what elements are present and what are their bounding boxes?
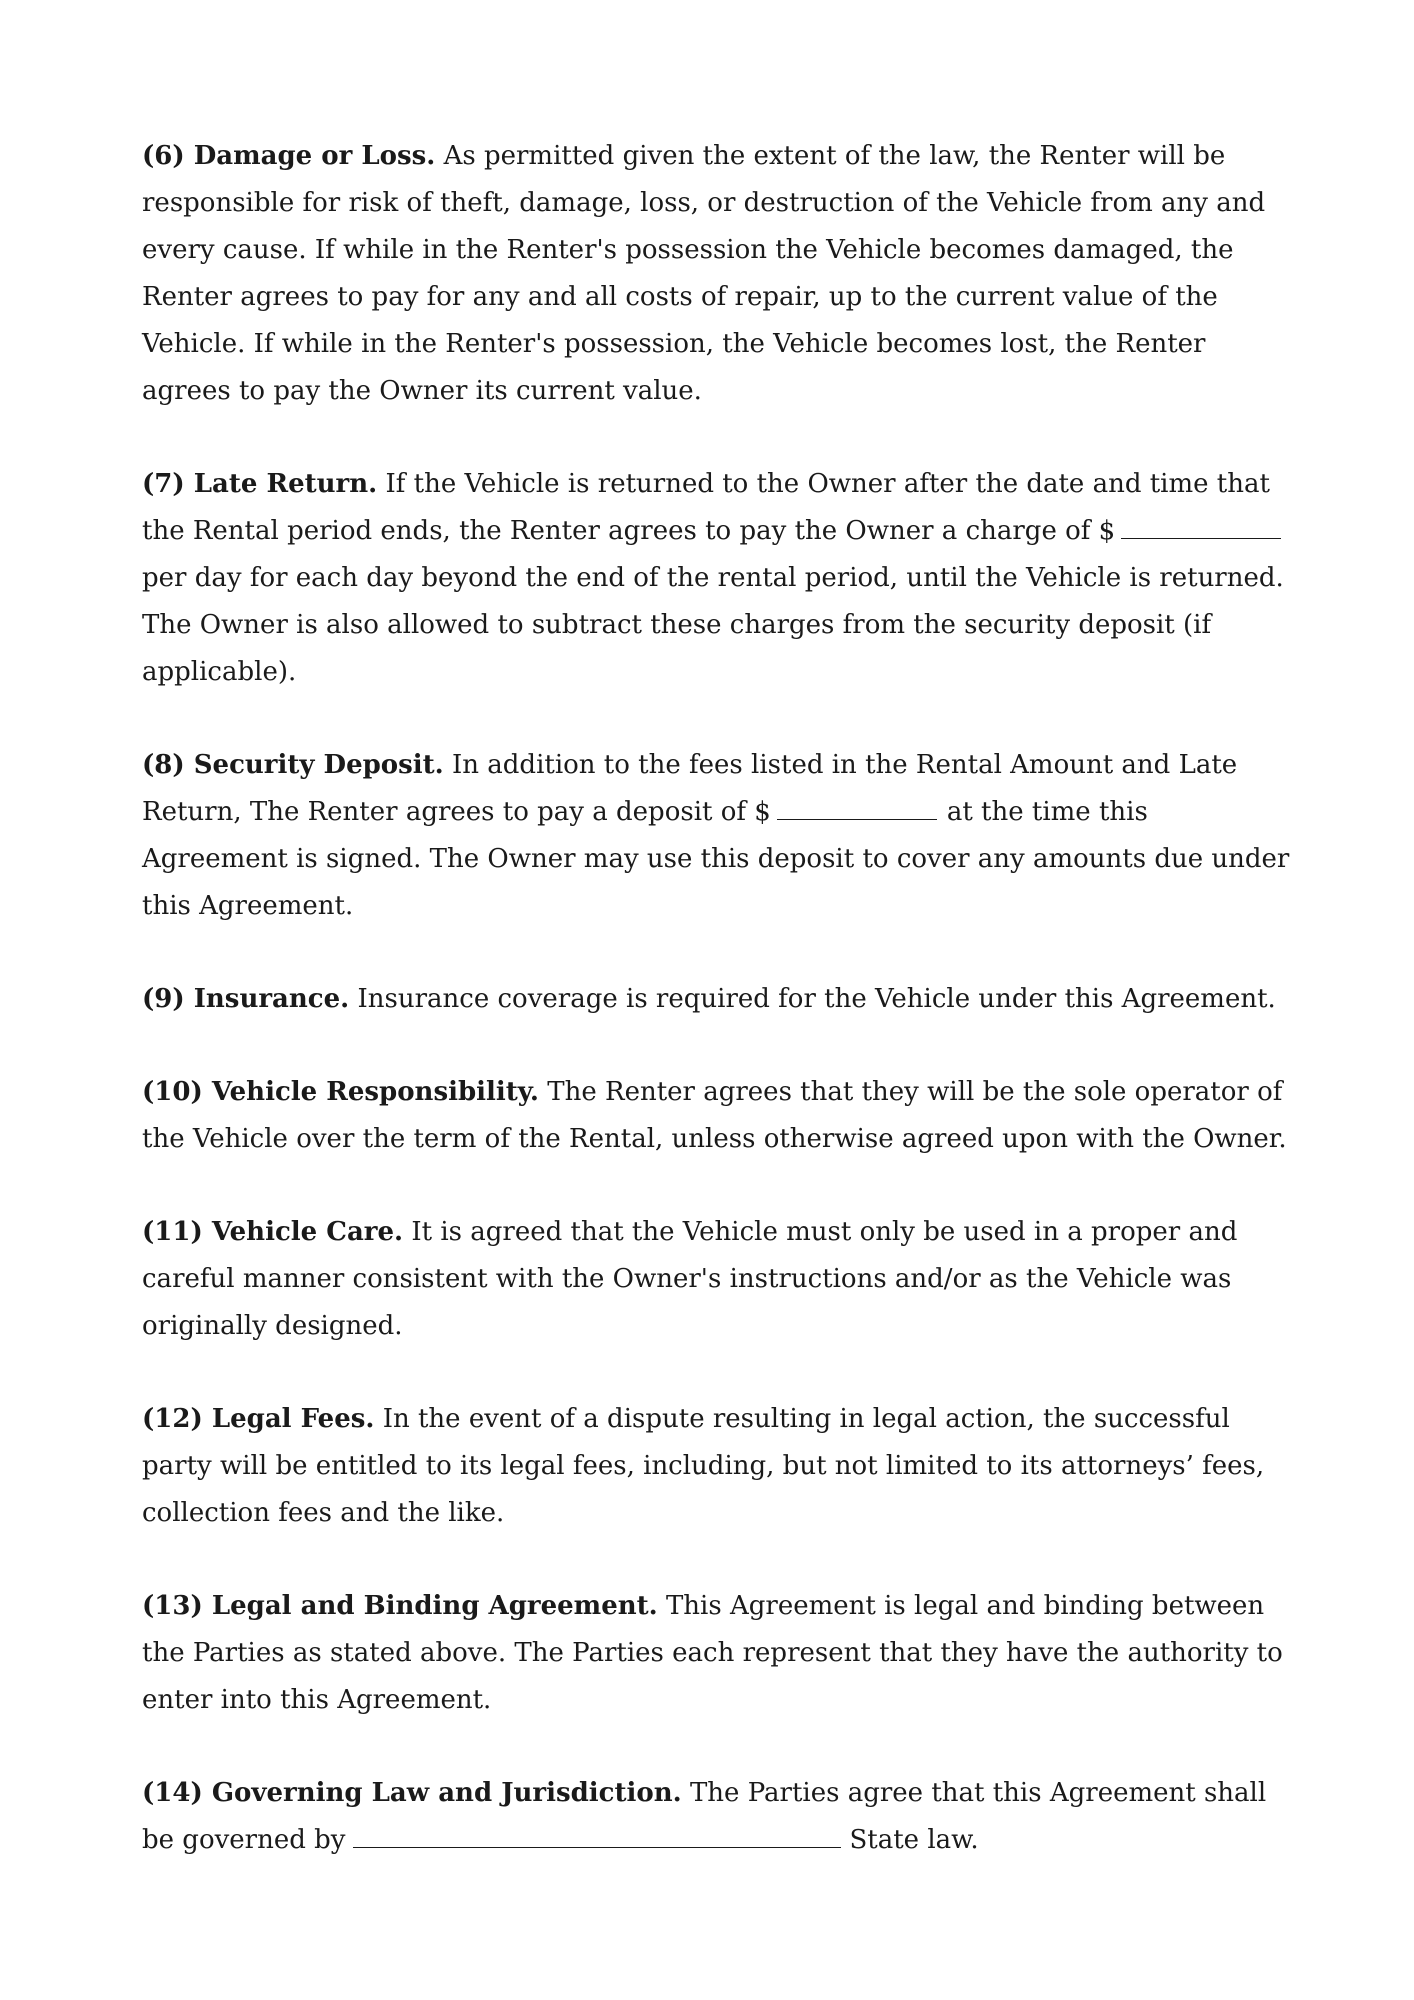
section-text: State law. (849, 1825, 979, 1855)
section-heading: (10) Vehicle Responsibility. (142, 1077, 539, 1107)
state-law-blank[interactable] (353, 1817, 841, 1848)
section-text: It is agreed that the Vehicle must only be used in a proper and careful manner consistent with the Owner's instructions and/or as the Vehicle was originally designed. (142, 1217, 1238, 1341)
section-heading: (13) Legal and Binding Agreement. (142, 1591, 658, 1621)
section-heading: (7) Late Return. (142, 469, 378, 499)
section-text: Insurance coverage is required for the Vehicle under this Agreement. (349, 984, 1276, 1014)
section-text: If the Vehicle is returned to the Owner after the date and time that the Rental period ends, the Renter agrees to pay the Owner a charge of $ (142, 469, 1270, 546)
section-text: In the event of a dispute resulting in legal action, the successful party will be entitled to its legal fees, including, but not limited to its attorneys’ fees, collection fees and the like. (142, 1404, 1265, 1528)
section-heading: (8) Security Deposit. (142, 750, 444, 780)
section-heading: (6) Damage or Loss. (142, 141, 436, 171)
section-legal-binding-agreement (142, 1583, 1292, 1724)
section-vehicle-care (142, 1209, 1292, 1350)
section-security-deposit (142, 742, 1292, 930)
section-heading: (9) Insurance. (142, 984, 350, 1014)
section-text: per day for each day beyond the end of the rental period, until the Vehicle is returned. The Owner is also allowed to subtract these charges from the security deposit (if applicable). (142, 563, 1284, 687)
section-legal-fees (142, 1396, 1292, 1537)
late-fee-blank[interactable] (1121, 508, 1281, 539)
section-damage-or-loss (142, 133, 1292, 415)
document-page (142, 133, 1292, 1910)
section-heading: (14) Governing Law and Jurisdiction. (142, 1778, 682, 1808)
deposit-amount-blank[interactable] (777, 789, 937, 820)
section-vehicle-responsibility (142, 1069, 1292, 1163)
section-heading: (11) Vehicle Care. (142, 1217, 404, 1247)
section-text: This Agreement is legal and binding between the Parties as stated above. The Parties each represent that they have the authority to enter into this Agreement. (142, 1591, 1283, 1715)
section-text: at the time this Agreement is signed. The Owner may use this deposit to cover any amounts due under this Agreement. (142, 797, 1290, 921)
section-heading: (12) Legal Fees. (142, 1404, 375, 1434)
section-text: The Renter agrees that they will be the sole operator of the Vehicle over the term of the Rental, unless otherwise agreed upon with the Owner. (142, 1077, 1287, 1154)
section-text: The Parties agree that this Agreement shall be governed by (142, 1778, 1267, 1855)
section-text: In addition to the fees listed in the Rental Amount and Late Return, The Renter agrees to pay a deposit of $ (142, 750, 1238, 827)
section-text: As permitted given the extent of the law, the Renter will be responsible for risk of theft, damage, loss, or destruction of the Vehicle from any and every cause. If while in the Renter's possession the Vehicle becomes damaged, the Renter agrees to pay for any and all costs of repair, up to the current value of the Vehicle. If while in the Renter's possession, the Vehicle becomes lost, the Renter agrees to pay the Owner its current value. (142, 141, 1266, 406)
section-late-return (142, 461, 1292, 696)
section-insurance (142, 976, 1292, 1023)
section-governing-law (142, 1770, 1292, 1864)
